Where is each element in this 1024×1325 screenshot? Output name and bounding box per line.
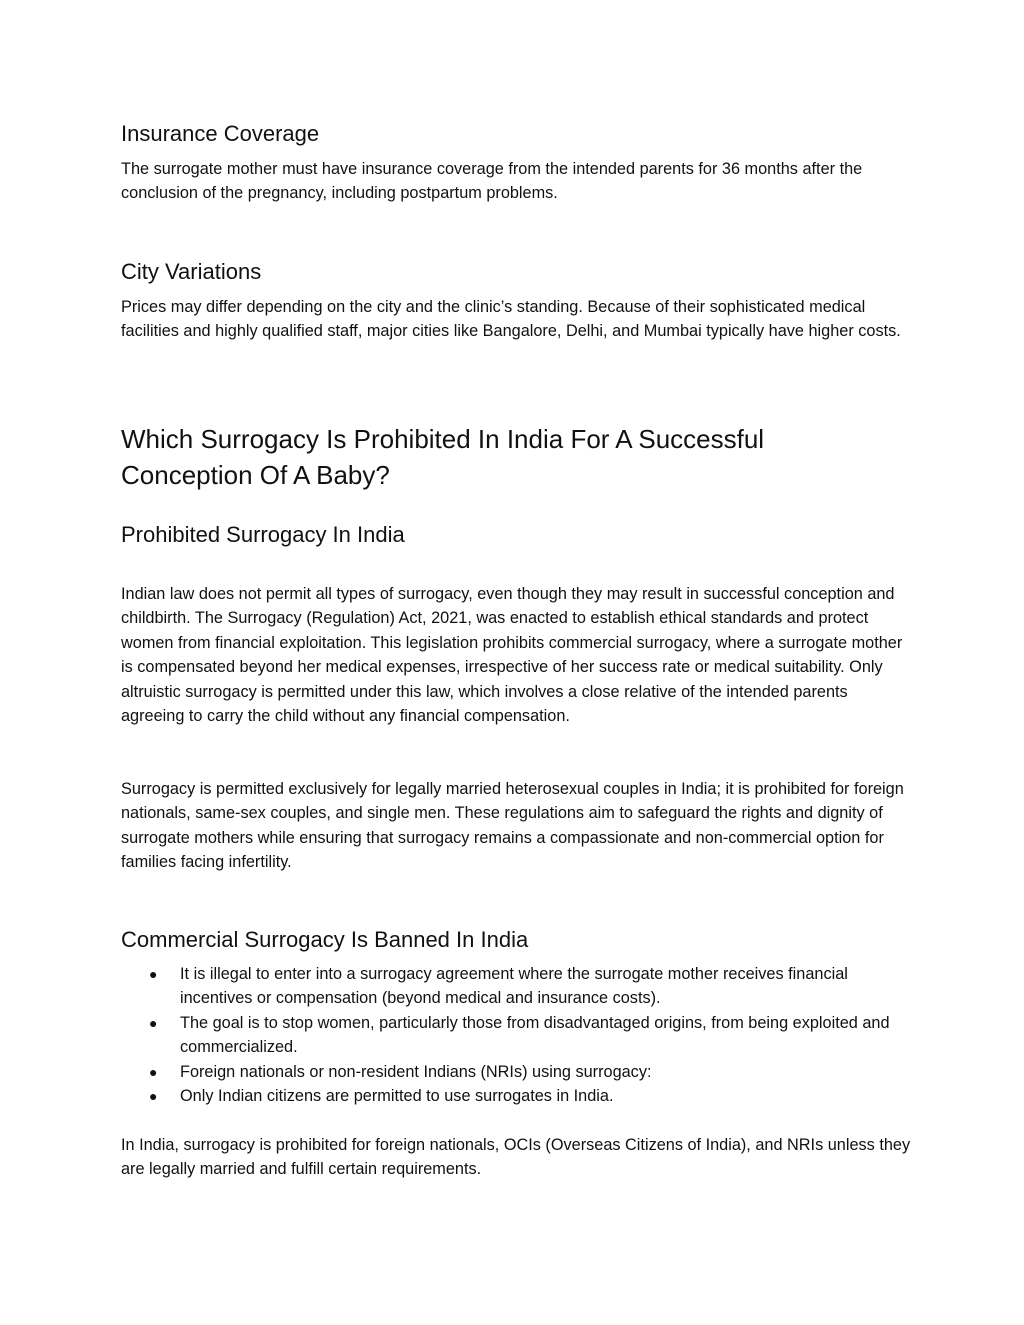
insurance-coverage-text: The surrogate mother must have insurance coverage from the intended parents for 36 months after the conclusion of the pregnancy, including postpartum problems. bbox=[121, 160, 863, 203]
list-item bbox=[121, 962, 891, 1011]
city-variations-heading: City Variations bbox=[121, 259, 262, 284]
list-item bbox=[121, 1084, 891, 1108]
commercial-surrogacy-list bbox=[121, 962, 891, 1108]
prohibited-surrogacy-heading: Prohibited Surrogacy In India bbox=[121, 522, 405, 547]
prohibited-paragraph-1: Indian law does not permit all types of surrogacy, even though they may result in successful conception and childbirth. The Surrogacy (Regulation) Act, 2021, was enacted to establish ethical standards and protect women from financial exploitation. This legislation prohibits commercial surrogacy, where a surrogate mother is compensated beyond her medical expenses, irrespective of her success rate or medical suitability. Only altruistic surrogacy is permitted under this law, which involves a close relative of the intended parents agreeing to carry the child without any financial compensation. bbox=[121, 585, 903, 726]
bullet-icon: ● bbox=[149, 1088, 158, 1105]
list-item-text: Foreign nationals or non-resident Indians (NRIs) using surrogacy: bbox=[180, 1062, 652, 1081]
prohibited-paragraph-2: Surrogacy is permitted exclusively for legally married heterosexual couples in India; it is prohibited for foreign nationals, same-sex couples, and single men. These regulations aim to safeguard the rights and dignity of surrogate mothers while ensuring that surrogacy remains a compassionate and non-commercial option for families facing infertility. bbox=[121, 780, 904, 872]
list-item-text: Only Indian citizens are permitted to use surrogates in India. bbox=[180, 1087, 614, 1106]
bullet-icon: ● bbox=[149, 966, 158, 982]
which-surrogacy-heading: Which Surrogacy Is Prohibited In India For A Successful Conception Of A Baby? bbox=[121, 424, 765, 490]
commercial-closing-text: In India, surrogacy is prohibited for foreign nationals, OCIs (Overseas Citizens of India), and NRIs unless they are legally married and fulfill certain requirements. bbox=[121, 1136, 911, 1179]
city-variations-text: Prices may differ depending on the city and the clinic’s standing. Because of their sophisticated medical facilities and highly qualified staff, major cities like Bangalore, Delhi, and Mumbai typically have higher costs. bbox=[121, 298, 901, 341]
bullet-icon: ● bbox=[149, 1063, 158, 1080]
commercial-surrogacy-heading: Commercial Surrogacy Is Banned In India bbox=[121, 927, 529, 952]
list-item bbox=[121, 1060, 891, 1084]
list-item-text: It is illegal to enter into a surrogacy agreement where the surrogate mother receives financial incentives or compensation (beyond medical and insurance costs). bbox=[180, 965, 848, 1008]
bullet-icon: ● bbox=[149, 1014, 158, 1031]
insurance-coverage-heading: Insurance Coverage bbox=[121, 121, 320, 146]
list-item bbox=[121, 1011, 891, 1060]
list-item-text: The goal is to stop women, particularly those from disadvantaged origins, from being exploited and commercialized. bbox=[180, 1013, 890, 1057]
